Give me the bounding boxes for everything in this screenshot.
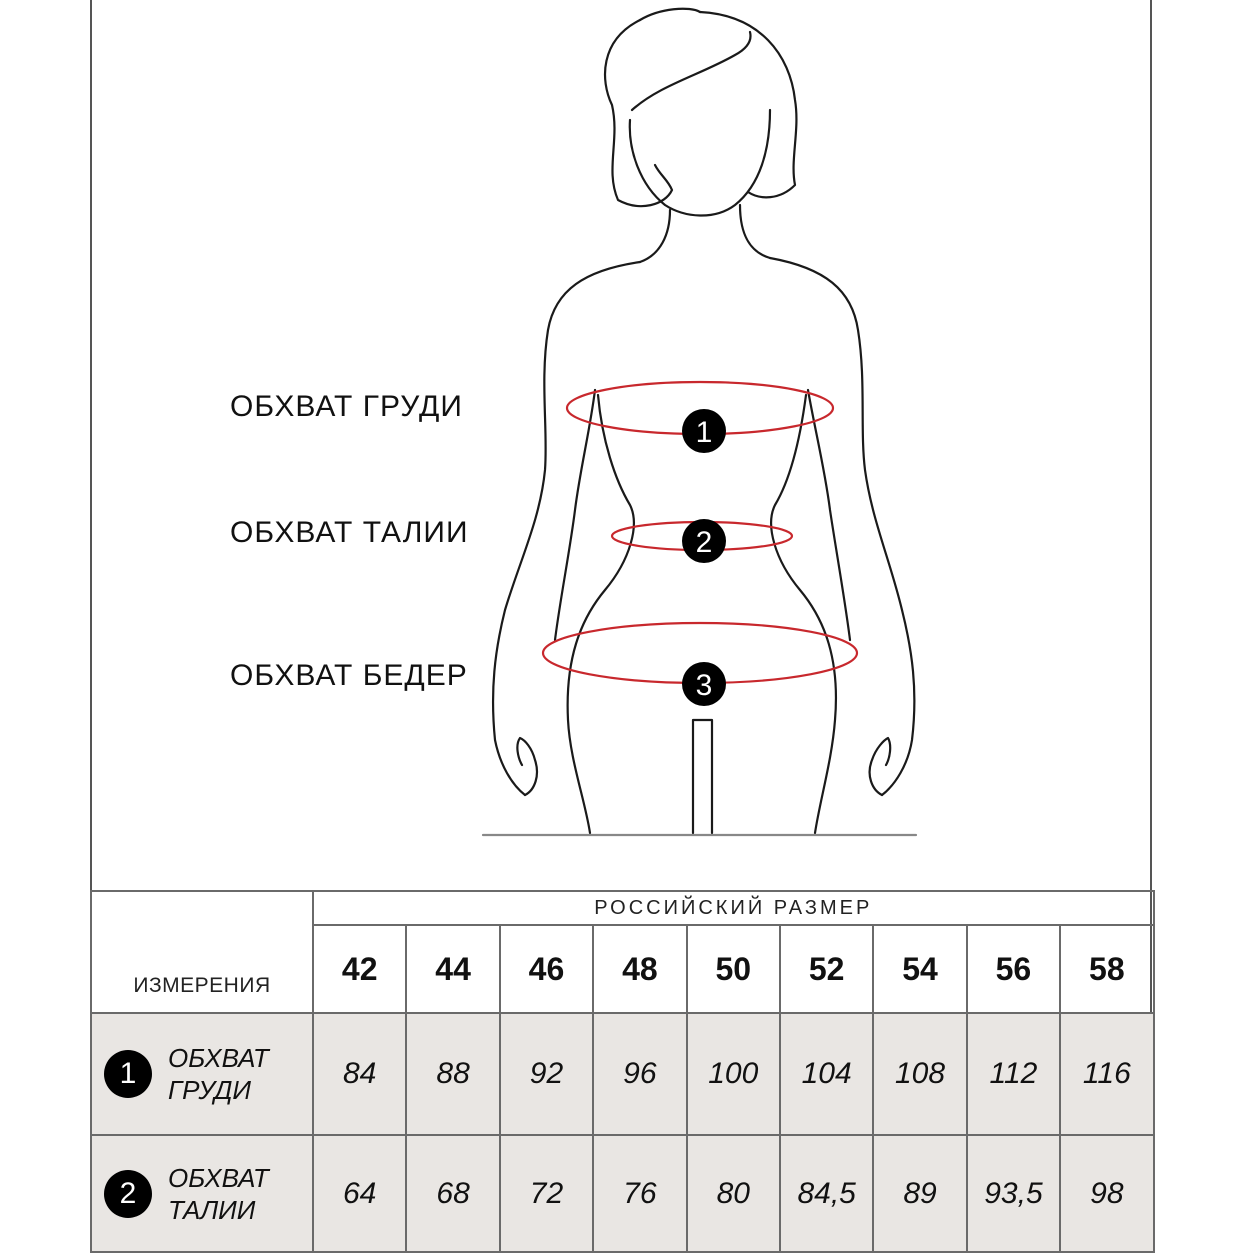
zone-badge-1-number: 1 [695,416,713,449]
table-cell: 96 [593,1013,686,1135]
size-header: 46 [500,925,593,1013]
table-cell: 68 [406,1135,499,1252]
size-header: 42 [313,925,406,1013]
chest-label: ОБХВАТ ГРУДИ [230,390,463,423]
table-cell: 88 [406,1013,499,1135]
table-cell: 93,5 [967,1135,1060,1252]
hair-outline [605,20,672,206]
table-header-row [91,891,1154,925]
size-header: 54 [873,925,966,1013]
hair-top [640,9,700,20]
table-cell: 92 [500,1013,593,1135]
table-cell: 116 [1060,1013,1153,1135]
face-outline [630,110,770,216]
leg-gap [693,720,712,833]
table-cell: 104 [780,1013,873,1135]
table-row [91,1013,1154,1135]
size-header: 52 [780,925,873,1013]
row-label-line1: ОБХВАТ [168,1043,269,1073]
right-inner-arm [808,390,850,640]
neck-left [640,210,670,262]
row-label-line2: ТАЛИИ [168,1194,256,1225]
table-cell: 84,5 [780,1135,873,1252]
table-cell: 100 [687,1013,780,1135]
table-cell: 76 [593,1135,686,1252]
left-shoulder-arm [493,262,640,795]
table-cell: 98 [1060,1135,1153,1252]
right-hand [870,738,891,795]
table-cell: 84 [313,1013,406,1135]
zone-badge-2-number: 2 [695,526,713,559]
measurements-header: ИЗМЕРЕНИЯ [91,891,313,1013]
size-header: 48 [593,925,686,1013]
size-header: 50 [687,925,780,1013]
table-cell: 108 [873,1013,966,1135]
table-row [91,1135,1154,1252]
torso-right [771,395,836,833]
row-label [91,1135,313,1252]
torso-left [568,395,634,833]
zone-badge-3-number: 3 [695,669,713,702]
row-number-badge: 1 [104,1050,152,1098]
neck-right [740,205,770,258]
size-header: 44 [406,925,499,1013]
right-shoulder-arm [770,258,914,795]
row-label-line1: ОБХВАТ [168,1162,269,1193]
size-table [90,890,1155,1253]
fringe [632,32,750,110]
table-cell: 72 [500,1135,593,1252]
size-header: 56 [967,925,1060,1013]
table-cell: 89 [873,1135,966,1252]
size-region-title: РОССИЙСКИЙ РАЗМЕР [313,891,1154,925]
table-cell: 112 [967,1013,1060,1135]
row-label [91,1013,313,1135]
table-cell: 80 [687,1135,780,1252]
size-header: 58 [1060,925,1153,1013]
table-cell: 64 [313,1135,406,1252]
left-inner-arm [555,390,595,640]
row-label-line2: ГРУДИ [168,1075,251,1105]
hip-label: ОБХВАТ БЕДЕР [230,659,468,692]
waist-label: ОБХВАТ ТАЛИИ [230,516,469,549]
hair-outline-right [700,12,796,197]
left-hand [517,738,537,795]
row-number-badge: 2 [104,1170,152,1218]
